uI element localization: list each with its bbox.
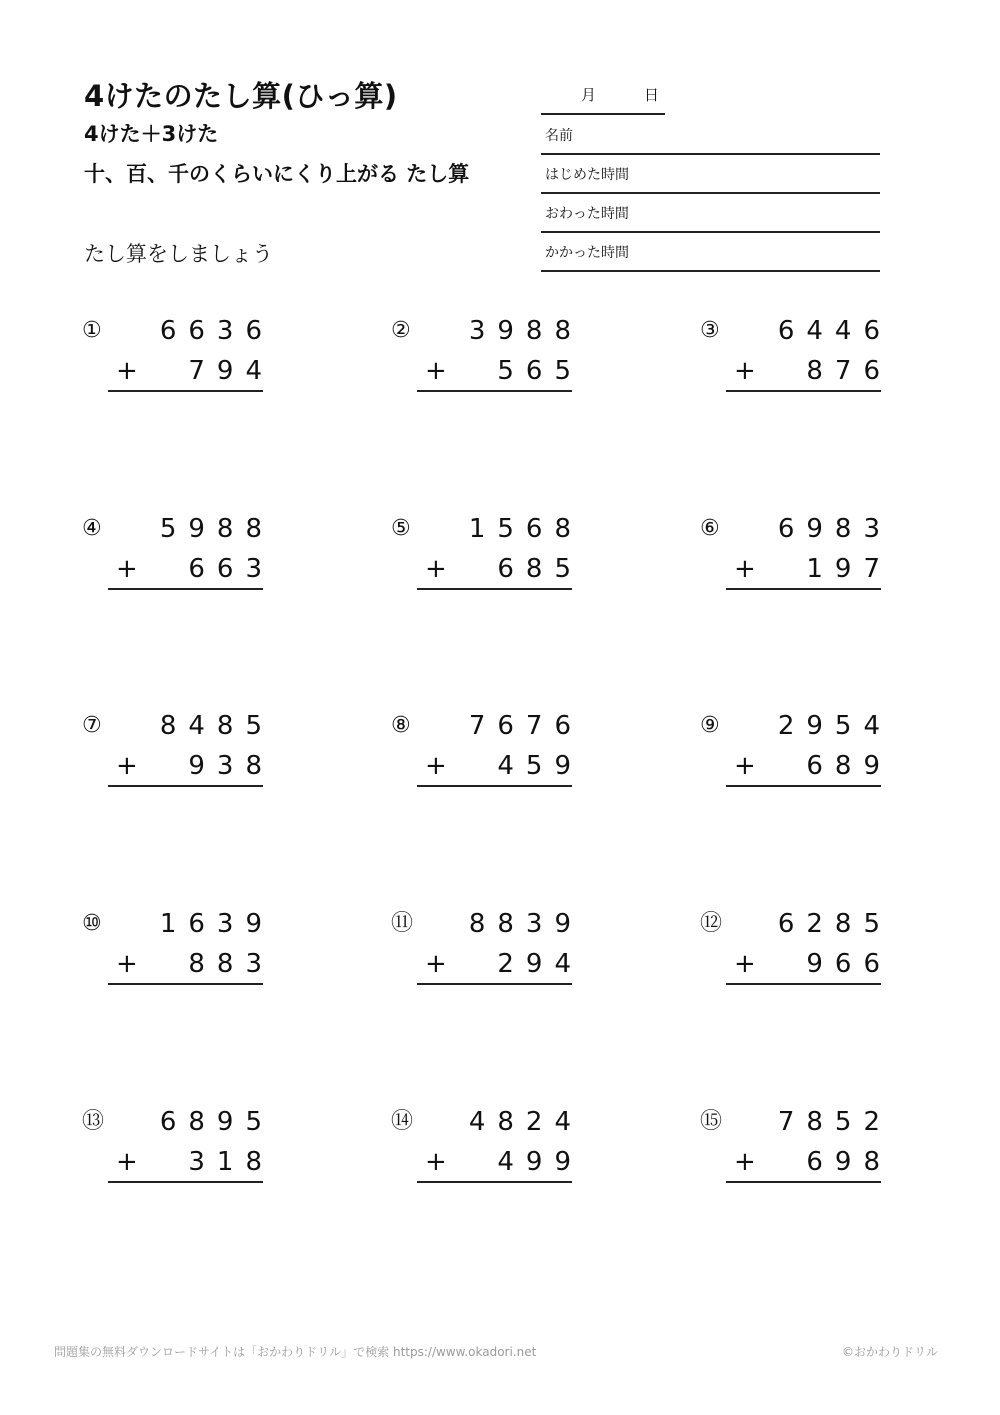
addend-bottom: 663 — [188, 554, 274, 584]
problem-number: ⑩ — [82, 911, 102, 936]
plus-sign: + — [734, 554, 756, 584]
plus-sign: + — [734, 949, 756, 979]
addend-bottom: 318 — [188, 1147, 274, 1177]
problem-number: ⑦ — [82, 713, 102, 738]
plus-sign: + — [116, 1147, 138, 1177]
plus-sign: + — [734, 751, 756, 781]
problem-5 — [391, 514, 591, 604]
problem-number: ⑥ — [700, 516, 720, 541]
addend-top: 3988 — [468, 316, 583, 346]
problem-number: ③ — [700, 318, 720, 343]
worksheet-title: 4けたのたし算(ひっ算) — [84, 79, 398, 113]
problem-number: ④ — [82, 516, 102, 541]
answer-line — [108, 785, 263, 787]
problem-13 — [82, 1107, 282, 1197]
duration-field[interactable] — [541, 232, 880, 272]
plus-sign: + — [734, 356, 756, 386]
addend-bottom: 197 — [806, 554, 892, 584]
start-time-label: はじめた時間 — [545, 167, 629, 183]
addend-top: 6446 — [777, 316, 892, 346]
answer-line — [726, 1181, 881, 1183]
problem-7 — [82, 711, 282, 801]
worksheet-subtitle-carry: 十、百、千のくらいにくり上がる たし算 — [84, 162, 470, 186]
plus-sign: + — [425, 1147, 447, 1177]
answer-line — [726, 390, 881, 392]
problem-number: ② — [391, 318, 411, 343]
problem-11 — [391, 909, 591, 999]
problem-number: ⑧ — [391, 713, 411, 738]
addend-top: 6895 — [159, 1107, 274, 1137]
addend-bottom: 459 — [497, 751, 583, 781]
addend-bottom: 689 — [806, 751, 892, 781]
addend-top: 1568 — [468, 514, 583, 544]
answer-line — [417, 1181, 572, 1183]
addend-top: 7852 — [777, 1107, 892, 1137]
addend-bottom: 565 — [497, 356, 583, 386]
problem-number: ⑬ — [82, 1109, 105, 1134]
problem-number: ⑤ — [391, 516, 411, 541]
problem-number: ① — [82, 318, 102, 343]
addend-top: 8839 — [468, 909, 583, 939]
problem-2 — [391, 316, 591, 406]
answer-line — [726, 588, 881, 590]
problem-4 — [82, 514, 282, 604]
plus-sign: + — [116, 554, 138, 584]
addend-bottom: 794 — [188, 356, 274, 386]
plus-sign: + — [425, 356, 447, 386]
addend-bottom: 966 — [806, 949, 892, 979]
answer-line — [417, 588, 572, 590]
plus-sign: + — [116, 949, 138, 979]
problem-1 — [82, 316, 282, 406]
instruction-text: たし算をしましょう — [84, 242, 273, 266]
end-time-label: おわった時間 — [545, 206, 629, 222]
addend-top: 2954 — [777, 711, 892, 741]
name-label: 名前 — [545, 128, 573, 144]
addend-top: 8485 — [159, 711, 274, 741]
start-time-field[interactable] — [541, 154, 880, 194]
plus-sign: + — [116, 356, 138, 386]
answer-line — [417, 983, 572, 985]
problem-15 — [700, 1107, 900, 1197]
footer-copyright: ©おかわりドリル — [841, 1345, 938, 1359]
problem-8 — [391, 711, 591, 801]
addend-bottom: 698 — [806, 1147, 892, 1177]
answer-line — [726, 983, 881, 985]
addend-bottom: 499 — [497, 1147, 583, 1177]
addend-top: 7676 — [468, 711, 583, 741]
duration-label: かかった時間 — [545, 245, 629, 261]
problem-number: ⑭ — [391, 1109, 414, 1134]
addend-bottom: 938 — [188, 751, 274, 781]
addend-top: 6285 — [777, 909, 892, 939]
answer-line — [108, 588, 263, 590]
addend-top: 6636 — [159, 316, 274, 346]
problem-12 — [700, 909, 900, 999]
addend-top: 4824 — [468, 1107, 583, 1137]
worksheet-subtitle-digits: 4けた＋3けた — [84, 122, 219, 146]
footer-source-text: 問題集の無料ダウンロードサイトは「おかわりドリル」で検索 https://www.okadori.net — [54, 1345, 537, 1359]
problem-number: ⑮ — [700, 1109, 723, 1134]
addend-bottom: 294 — [497, 949, 583, 979]
plus-sign: + — [425, 554, 447, 584]
name-field[interactable] — [541, 115, 880, 155]
plus-sign: + — [425, 949, 447, 979]
addend-bottom: 685 — [497, 554, 583, 584]
plus-sign: + — [116, 751, 138, 781]
problem-number: ⑫ — [700, 911, 723, 936]
end-time-field[interactable] — [541, 193, 880, 233]
answer-line — [108, 983, 263, 985]
problem-14 — [391, 1107, 591, 1197]
addend-bottom: 876 — [806, 356, 892, 386]
answer-line — [108, 1181, 263, 1183]
problem-number: ⑪ — [391, 911, 414, 936]
date-field[interactable] — [541, 84, 665, 115]
month-label: 月 — [581, 86, 597, 104]
addend-bottom: 883 — [188, 949, 274, 979]
addend-top: 5988 — [159, 514, 274, 544]
answer-line — [726, 785, 881, 787]
plus-sign: + — [734, 1147, 756, 1177]
problem-10 — [82, 909, 282, 999]
answer-line — [108, 390, 263, 392]
problem-3 — [700, 316, 900, 406]
problem-number: ⑨ — [700, 713, 720, 738]
answer-line — [417, 785, 572, 787]
problem-6 — [700, 514, 900, 604]
addend-top: 6983 — [777, 514, 892, 544]
addend-top: 1639 — [159, 909, 274, 939]
answer-line — [417, 390, 572, 392]
problem-9 — [700, 711, 900, 801]
day-label: 日 — [644, 86, 660, 104]
plus-sign: + — [425, 751, 447, 781]
